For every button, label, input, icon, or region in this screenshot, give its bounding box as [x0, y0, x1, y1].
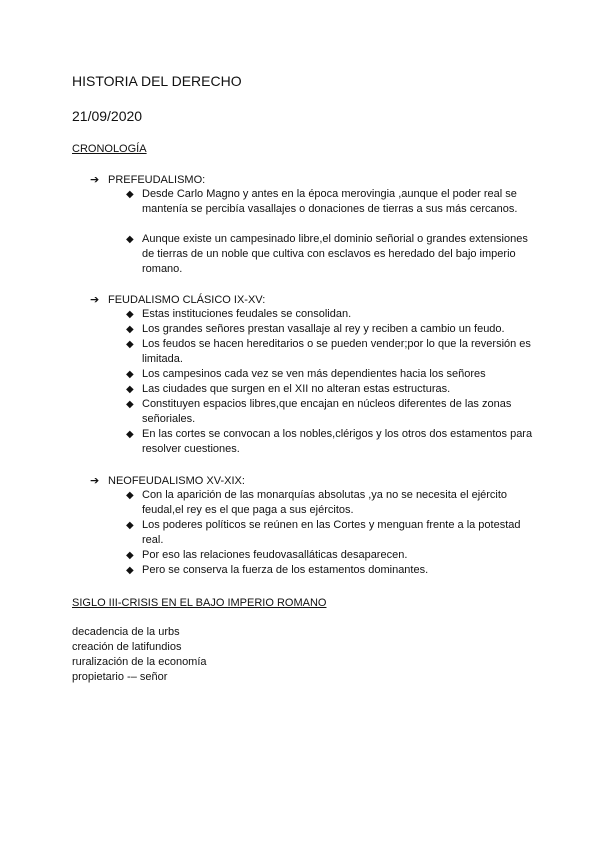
list-item: ◆ Las ciudades que surgen en el XII no alteran estas estructuras. [126, 383, 451, 395]
note-line: ruralización de la economía [72, 656, 207, 668]
list-item: ◆ Los poderes políticos se reúnen en las Cortes y menguan frente a la potestad real. [126, 519, 521, 546]
diamond-bullet-icon: ◆ [126, 399, 134, 410]
list-item: ◆ Pero se conserva la fuerza de los estamentos dominantes. [126, 564, 429, 576]
list-item: ◆ Constituyen espacios libres,que encajan en núcleos diferentes de las zonas señoriales. [126, 398, 512, 425]
list-item: ◆ Los campesinos cada vez se ven más dependientes hacia los señores [126, 368, 486, 380]
heading-siglo-iii: SIGLO III-CRISIS EN EL BAJO IMPERIO ROMANO [72, 597, 327, 609]
note-line: propietario -– señor [72, 671, 168, 683]
arrow-icon: ➔ [90, 173, 100, 186]
diamond-bullet-icon: ◆ [126, 369, 134, 380]
document-title: HISTORIA DEL DERECHO [72, 73, 242, 89]
arrow-icon: ➔ [90, 474, 100, 487]
list-item: ◆ Los grandes señores prestan vasallaje al rey y reciben a cambio un feudo. [126, 323, 505, 335]
list-item: ◆ Aunque existe un campesinado libre,el dominio señorial o grandes extensiones de tierras de un noble que cultiva con esclavos es heredado del bajo imperio romano. [126, 233, 528, 275]
diamond-bullet-icon: ◆ [126, 490, 134, 501]
section-title: NEOFEUDALISMO XV-XIX: [108, 474, 245, 487]
section-title-row [90, 172, 540, 187]
diamond-bullet-icon: ◆ [126, 384, 134, 395]
diamond-bullet-icon: ◆ [126, 324, 134, 335]
section-title: FEUDALISMO CLÁSICO IX-XV: [108, 293, 266, 306]
diamond-bullet-icon: ◆ [126, 309, 134, 320]
list-item: ◆ Desde Carlo Magno y antes en la época merovingia ,aunque el poder real se mantenía se percibía vasallajes o donaciones de tierras a sus más cercanos. [126, 188, 518, 215]
section-prefeudalismo [90, 172, 540, 277]
bullet-list [90, 187, 540, 277]
list-item: ◆ Con la aparición de las monarquías absolutas ,ya no se necesita el ejército feudal,el rey es el que paga a sus ejércitos. [126, 489, 508, 516]
section-neofeudalismo [90, 473, 540, 578]
list-item: ◆ Los feudos se hacen hereditarios o se pueden vender;por lo que la reversión es limitada. [126, 338, 531, 365]
list-item: ◆ Por eso las relaciones feudovasalláticas desaparecen. [126, 549, 408, 561]
diamond-bullet-icon: ◆ [126, 339, 134, 350]
diamond-bullet-icon: ◆ [126, 565, 134, 576]
list-item: ◆ En las cortes se convocan a los nobles,clérigos y los otros dos estamentos para resolver cuestiones. [126, 428, 533, 455]
section-title-row [90, 473, 540, 488]
list-item: ◆ Estas instituciones feudales se consolidan. [126, 308, 352, 320]
diamond-bullet-icon: ◆ [126, 234, 134, 245]
diamond-bullet-icon: ◆ [126, 550, 134, 561]
diamond-bullet-icon: ◆ [126, 520, 134, 531]
section-title: PREFEUDALISMO: [108, 173, 206, 186]
bullet-list [90, 488, 540, 578]
diamond-bullet-icon: ◆ [126, 189, 134, 200]
diamond-bullet-icon: ◆ [126, 429, 134, 440]
heading-cronologia: CRONOLOGÍA [72, 143, 147, 155]
document-date: 21/09/2020 [72, 108, 143, 124]
bullet-list [90, 307, 540, 457]
section-feudalismo-clasico [90, 292, 540, 457]
arrow-icon: ➔ [90, 293, 100, 306]
note-line: creación de latifundios [72, 641, 182, 653]
note-line: decadencia de la urbs [72, 626, 180, 638]
notes-list [72, 625, 207, 685]
section-title-row [90, 292, 540, 307]
